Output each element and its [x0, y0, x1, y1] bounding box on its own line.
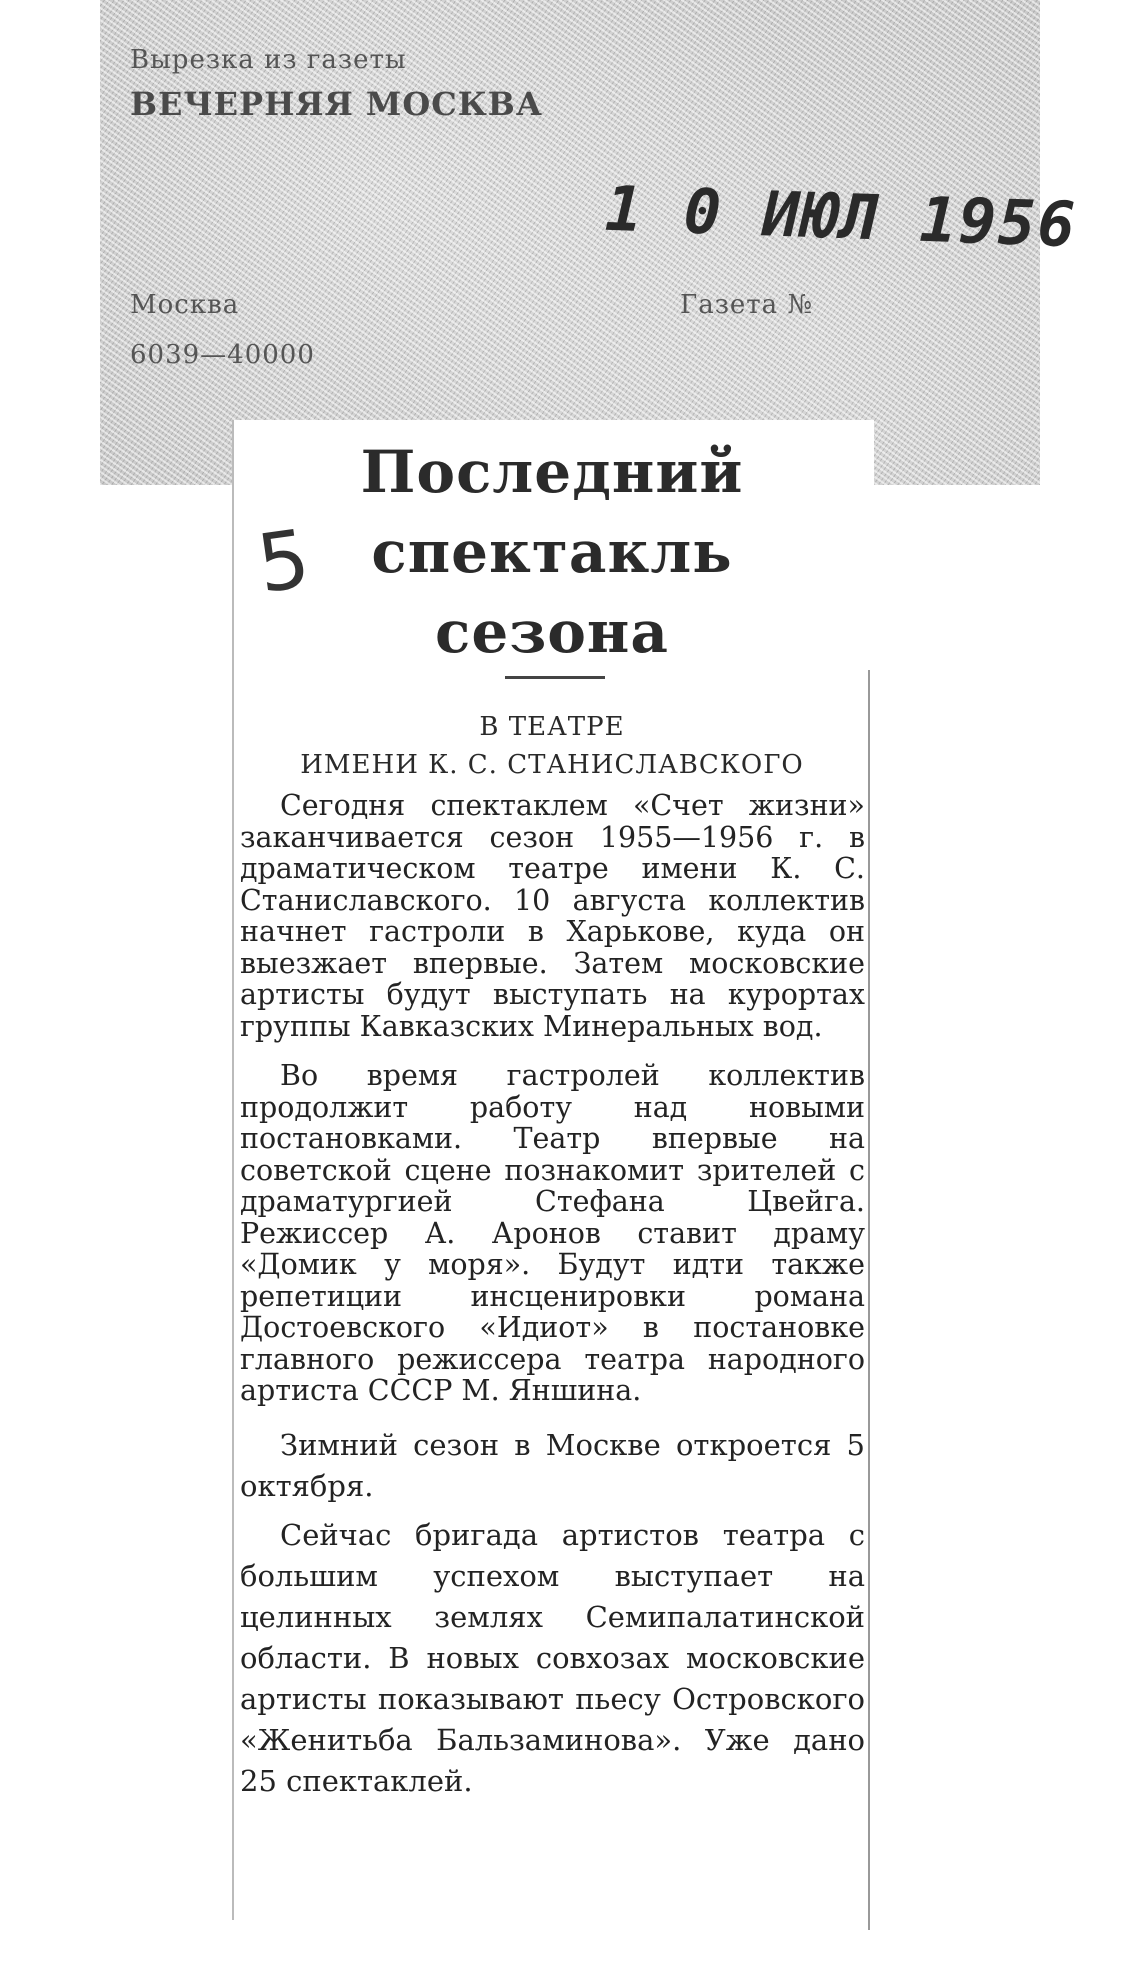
- article-paragraph: Во время гастролей коллектив продолжит работу над новыми постановками. Театр впервые на советской сцене познакомит зрителей с драматургией Стефана Цвейга. Режиссер А. Аронов ставит драму «Домик у моря». Будут идти также репетиции инсценировки романа Достоевского «Идиот» в постановке главного режиссера театра народного артиста СССР М. Яншина.: [240, 1059, 865, 1407]
- headline-line: спектакль: [371, 518, 733, 586]
- stamp-code: 6039—40000: [130, 340, 315, 370]
- newspaper-name: ВЕЧЕРНЯЯ МОСКВА: [130, 85, 543, 123]
- headline-line: сезона: [435, 598, 669, 666]
- headline-divider: [505, 676, 605, 679]
- date-stamp: 1 0 ИЮЛ 1956: [603, 171, 1079, 262]
- article-body: [240, 790, 865, 1810]
- clipping-edge: [868, 670, 870, 1930]
- source-label: Вырезка из газеты: [130, 45, 407, 75]
- subhead-line: ИМЕНИ К. С. СТАНИСЛАВСКОГО: [300, 750, 804, 780]
- article-paragraph: Зимний сезон в Москве откроется 5 октября.: [240, 1427, 865, 1503]
- article-headline: [232, 432, 872, 672]
- headline-line: Последний: [360, 438, 744, 506]
- article-paragraph: Сейчас бригада артистов театра с большим успехом выступает на целинных землях Семипалатинской области. В новых совхозах московские артисты показывают пьесу Островского «Женитьба Бальзаминова». Уже дано 25 спектаклей.: [240, 1517, 865, 1798]
- city-label: Москва: [130, 290, 240, 320]
- gazeta-number-label: Газета №: [680, 290, 814, 320]
- subhead-line: В ТЕАТРЕ: [479, 712, 625, 742]
- handwritten-mark: 5: [251, 511, 316, 612]
- article-paragraph: Сегодня спектаклем «Счет жизни» заканчивается сезон 1955—1956 г. в драматическом театре имени К. С. Станиславского. 10 августа коллектив начнет гастроли в Харькове, куда он выезжает впервые. Затем московские артисты будут выступать на курортах группы Кавказских Минеральных вод.: [240, 789, 865, 1043]
